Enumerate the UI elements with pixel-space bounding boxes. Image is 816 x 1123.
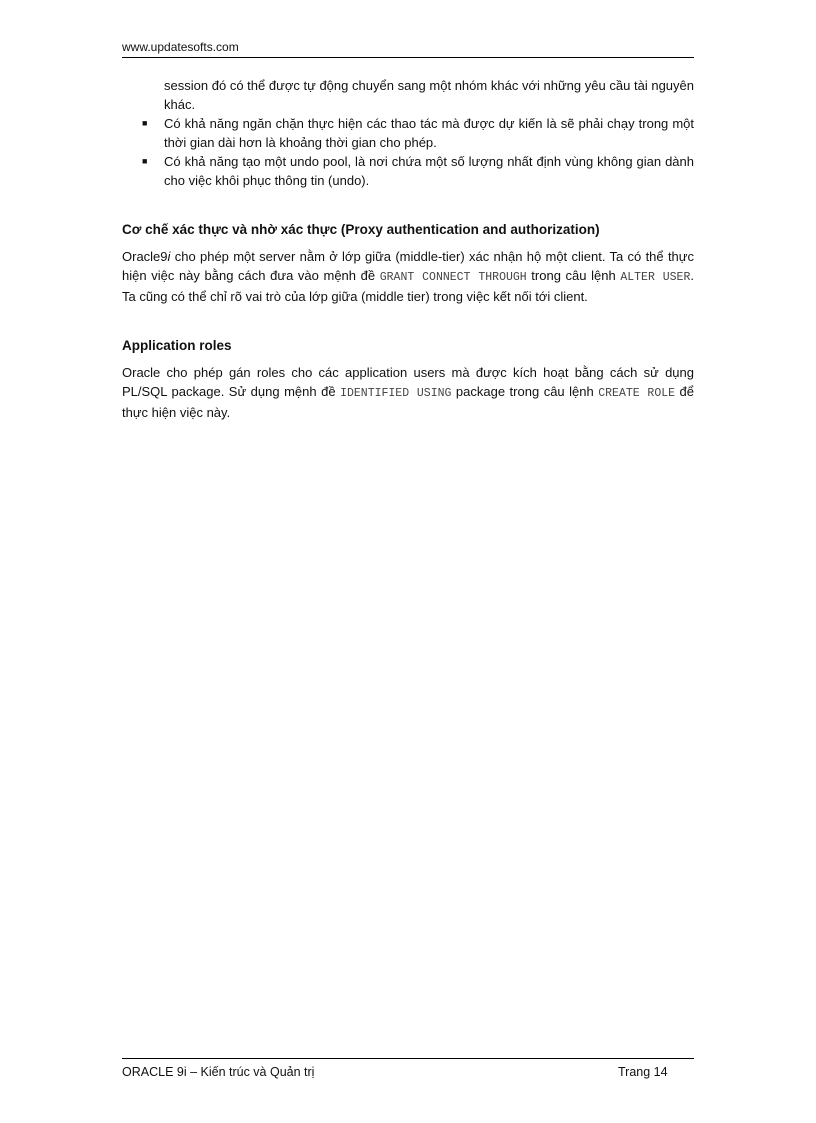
- continuation-paragraph: session đó có thể được tự động chuyển sang một nhóm khác với những yêu cầu tài nguyên khác.: [164, 78, 694, 112]
- page-number: Trang 14: [618, 1065, 668, 1079]
- oracle-text: Oracle9: [122, 249, 168, 264]
- code-create-role: CREATE ROLE: [598, 387, 676, 400]
- list-item: [122, 114, 694, 152]
- page-footer: [122, 1058, 694, 1079]
- section-paragraph-proxy: [122, 247, 694, 306]
- bullet-text: Có khả năng ngăn chặn thực hiện các thao tác mà được dự kiến là sẽ phải chạy trong một thời gian dài hơn là khoảng thời gian cho phép.: [164, 116, 694, 150]
- list-item: [122, 152, 694, 190]
- code-grant-connect: GRANT CONNECT THROUGH: [379, 271, 527, 284]
- section-heading-proxy: Cơ chế xác thực và nhờ xác thực (Proxy authentication and authorization): [122, 222, 600, 237]
- code-alter-user: ALTER USER: [620, 271, 691, 284]
- section-heading-application-roles: Application roles: [122, 338, 232, 353]
- code-identified-using: IDENTIFIED USING: [340, 387, 452, 400]
- body-text: cho phép một server nằm ở lớp giữa (middle-tier) xác nhận hộ một client. Ta có thể thực hiện việc này bằng cách đưa vào mệnh đề: [122, 249, 694, 283]
- footer-title: ORACLE 9i – Kiến trúc và Quản trị: [122, 1065, 315, 1079]
- body-text: package trong câu lệnh: [451, 384, 599, 399]
- body-text: . Ta cũng có thể chỉ rõ vai trò của lớp giữa (middle tier) trong việc kết nối tới client.: [122, 268, 694, 304]
- bullet-icon: ■: [142, 118, 148, 128]
- bullet-text: Có khả năng tạo một undo pool, là nơi chứa một số lượng nhất định vùng không gian dành cho việc khôi phục thông tin (undo).: [164, 154, 694, 188]
- bullet-icon: ■: [142, 156, 148, 166]
- version-suffix: i: [167, 249, 171, 264]
- body-text: Oracle cho phép gán roles cho các application users mà được kích hoạt bằng cách sử dụng PL/SQL package. Sử dụng mệnh đề: [122, 365, 694, 399]
- header-url: www.updatesofts.com: [122, 40, 239, 54]
- section-paragraph-application-roles: [122, 363, 694, 422]
- body-text: trong câu lệnh: [526, 268, 621, 283]
- body-text: để thực hiện việc này.: [122, 384, 695, 420]
- bullet-list: [122, 114, 694, 190]
- page-header: [122, 40, 694, 58]
- page-content: [122, 76, 694, 422]
